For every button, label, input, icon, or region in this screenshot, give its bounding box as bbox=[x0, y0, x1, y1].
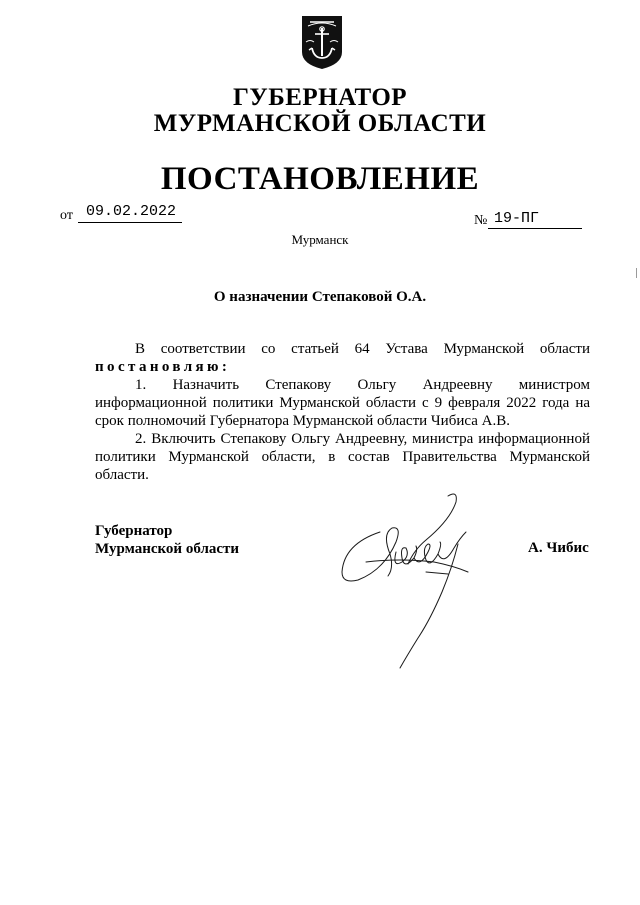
item-2-line-3: области. bbox=[95, 467, 149, 483]
coat-of-arms-emblem bbox=[300, 12, 344, 70]
item-1-line-2: информационной политики Мурманской области с 9 февраля 2022 года на bbox=[95, 395, 590, 411]
preamble-paragraph: В соответствии со статьей 64 Устава Мурманской области bbox=[135, 341, 590, 357]
handwritten-signature bbox=[330, 488, 490, 673]
document-number: 19-ПГ bbox=[494, 210, 540, 227]
authority-region: МУРМАНСКОЙ ОБЛАСТИ bbox=[153, 110, 487, 137]
item-1-line-3: срок полномочий Губернатора Мурманской области Чибиса А.В. bbox=[95, 413, 510, 429]
item-2-paragraph bbox=[95, 430, 590, 484]
authority-title: ГУБЕРНАТОР bbox=[232, 84, 408, 111]
date-underline bbox=[78, 222, 182, 223]
item-1-paragraph bbox=[95, 376, 590, 430]
date-label: от bbox=[60, 208, 73, 223]
item-2-line-2: политики Мурманской области, в состав Правительства Мурманской bbox=[95, 449, 590, 465]
item-1-line-1: 1. Назначить Степакову Ольгу Андреевну министром bbox=[135, 377, 590, 393]
signatory-title-line-1: Губернатор bbox=[95, 523, 173, 539]
document-date: 09.02.2022 bbox=[86, 203, 177, 220]
document-type-title: ПОСТАНОВЛЕНИЕ bbox=[160, 161, 480, 197]
document-subject: О назначении Степаковой О.А. bbox=[213, 289, 427, 305]
number-underline bbox=[488, 228, 582, 229]
signatory-name: А. Чибис bbox=[528, 540, 589, 556]
number-label: № bbox=[474, 213, 488, 228]
item-2-line-1: 2. Включить Степакову Ольгу Андреевну, министра информационной bbox=[135, 431, 590, 447]
signatory-title bbox=[95, 522, 239, 558]
issue-city: Мурманск bbox=[291, 232, 349, 247]
signatory-title-line-2: Мурманской области bbox=[95, 541, 240, 557]
resolve-word: постановляю: bbox=[95, 359, 231, 375]
scan-edge-mark bbox=[636, 268, 637, 278]
